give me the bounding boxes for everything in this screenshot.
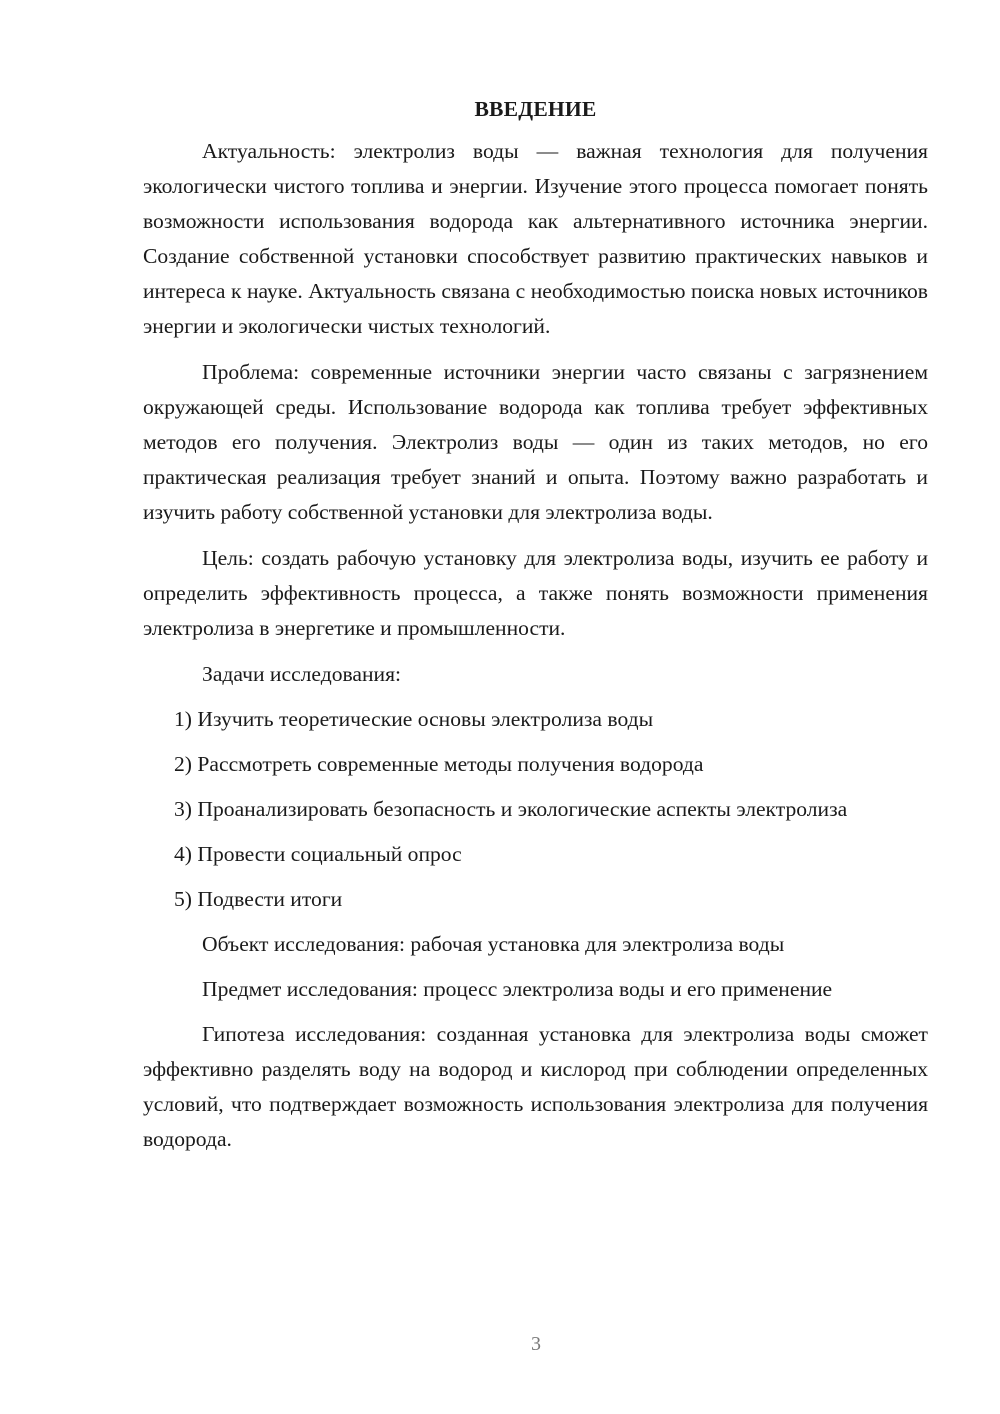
list-item: 2) Рассмотреть современные методы получения водорода: [174, 752, 704, 776]
research-object: Объект исследования: рабочая установка для электролиза воды: [202, 932, 785, 956]
list-item: 5) Подвести итоги: [174, 887, 343, 911]
tasks-heading: Задачи исследования:: [202, 662, 402, 686]
paragraph-relevance: Актуальность: электролиз воды — важная технология для получения экологически чистого топлива и энергии. Изучение этого процесса помогает понять возможности использования водорода как альтернативного источника энергии. Создание собственной установки способствует развитию практических навыков и интереса к науке. Актуальность связана с необходимостью поиска новых источников энергии и экологически чистых технологий.: [143, 139, 928, 338]
paragraph-problem: Проблема: современные источники энергии часто связаны с загрязнением окружающей среды. Использование водорода как топлива требует эффективных методов его получения. Электролиз воды — один из таких методов, но его практическая реализация требует знаний и опыта. Поэтому важно разработать и изучить работу собственной установки для электролиза воды.: [143, 360, 928, 524]
list-item: 1) Изучить теоретические основы электролиза воды: [174, 707, 654, 731]
tasks-list: [143, 702, 928, 917]
list-item: 3) Проанализировать безопасность и экологические аспекты электролиза: [174, 797, 848, 821]
page-content: [143, 92, 928, 1168]
research-subject: Предмет исследования: процесс электролиза воды и его применение: [202, 977, 833, 1001]
research-hypothesis: Гипотеза исследования: созданная установка для электролиза воды сможет эффективно разделять воду на водород и кислород при соблюдении определенных условий, что подтверждает возможность использования электролиза для получения водорода.: [143, 1022, 928, 1151]
section-title: ВВЕДЕНИЕ: [474, 97, 597, 121]
list-item: 4) Провести социальный опрос: [174, 842, 462, 866]
paragraph-goal: Цель: создать рабочую установку для электролиза воды, изучить ее работу и определить эффективность процесса, а также понять возможности применения электролиза в энергетике и промышленности.: [143, 546, 928, 640]
page-number: 3: [531, 1333, 541, 1355]
